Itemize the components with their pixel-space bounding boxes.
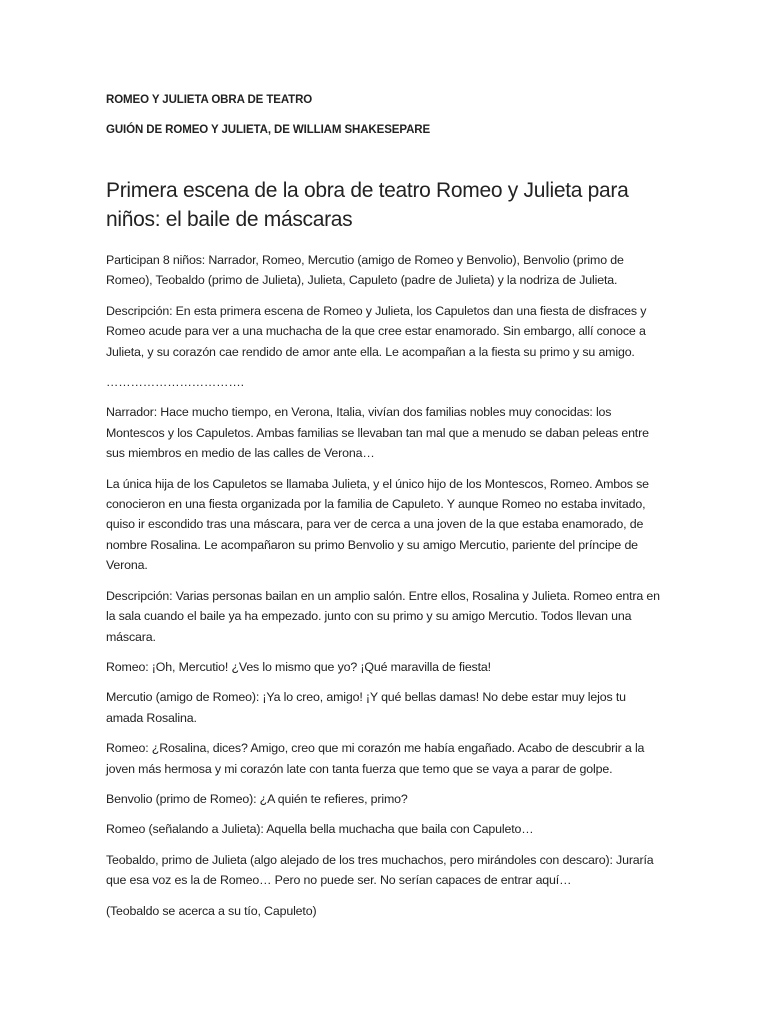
paragraph-description-2: Descripción: Varias personas bailan en un amplio salón. Entre ellos, Rosalina y Julieta. Romeo entra en la sala cuando el baile ya ha empezado. junto con su primo y su amigo Mercutio. Todos llevan una máscara. bbox=[106, 588, 660, 644]
section-title: Primera escena de la obra de teatro Romeo y Julieta para niños: el baile de máscaras bbox=[106, 179, 629, 231]
paragraph-narrator: Narrador: Hace mucho tiempo, en Verona, Italia, vivían dos familias nobles muy conocidas: los Montescos y los Capuletos. Ambas familias se llevaban tan mal que a menudo se daban peleas entre sus miembros en medio de las calles de Verona… bbox=[106, 405, 649, 461]
document-header-subtitle: GUIÓN DE ROMEO Y JULIETA, DE WILLIAM SHAKESEPARE bbox=[106, 124, 431, 136]
paragraph-separator: ……………………………. bbox=[106, 375, 244, 390]
dialogue-mercutio: Mercutio (amigo de Romeo): ¡Ya lo creo, amigo! ¡Y qué bellas damas! No debe estar muy lejos tu amada Rosalina. bbox=[106, 690, 626, 725]
dialogue-benvolio: Benvolio (primo de Romeo): ¿A quién te refieres, primo? bbox=[106, 791, 408, 806]
paragraph-description-1: Descripción: En esta primera escena de Romeo y Julieta, los Capuletos dan una fiesta de disfraces y Romeo acude para ver a una muchacha de la que cree estar enamorado. Sin embargo, allí conoce a Julieta, y su corazón cae rendido de amor ante ella. Le acompañan a la fiesta su primo y su amigo. bbox=[106, 303, 647, 359]
dialogue-teobaldo: Teobaldo, primo de Julieta (algo alejado de los tres muchachos, pero mirándoles con descaro): Juraría que esa voz es la de Romeo… Pero no puede ser. No serían capaces de entrar aquí… bbox=[106, 852, 654, 888]
paragraph-participants: Participan 8 niños: Narrador, Romeo, Mercutio (amigo de Romeo y Benvolio), Benvolio (primo de Romeo), Teobaldo (primo de Julieta), Julieta, Capuleto (padre de Julieta) y la nodriza de Julieta. bbox=[106, 253, 624, 288]
stage-direction: (Teobaldo se acerca a su tío, Capuleto) bbox=[106, 903, 317, 918]
document-page bbox=[106, 92, 666, 931]
dialogue-romeo-1: Romeo: ¡Oh, Mercutio! ¿Ves lo mismo que yo? ¡Qué maravilla de fiesta! bbox=[106, 659, 491, 674]
dialogue-romeo-2: Romeo: ¿Rosalina, dices? Amigo, creo que mi corazón me había engañado. Acabo de descubrir a la joven más hermosa y mi corazón late con tanta fuerza que temo que se vaya a parar de golpe. bbox=[106, 741, 645, 776]
document-header-title: ROMEO Y JULIETA OBRA DE TEATRO bbox=[106, 94, 313, 106]
dialogue-romeo-3: Romeo (señalando a Julieta): Aquella bella muchacha que baila con Capuleto… bbox=[106, 822, 534, 837]
paragraph-story: La única hija de los Capuletos se llamaba Julieta, y el único hijo de los Montescos, Romeo. Ambos se conocieron en una fiesta organizada por la familia de Capuleto. Y aunque Romeo no estaba invitado, quiso ir escondido tras una máscara, para ver de cerca a una joven de la que estaba enamorado, de nombre Rosalina. Le acompañaron su primo Benvolio y su amigo Mercutio, pariente del príncipe de Verona. bbox=[106, 476, 649, 573]
